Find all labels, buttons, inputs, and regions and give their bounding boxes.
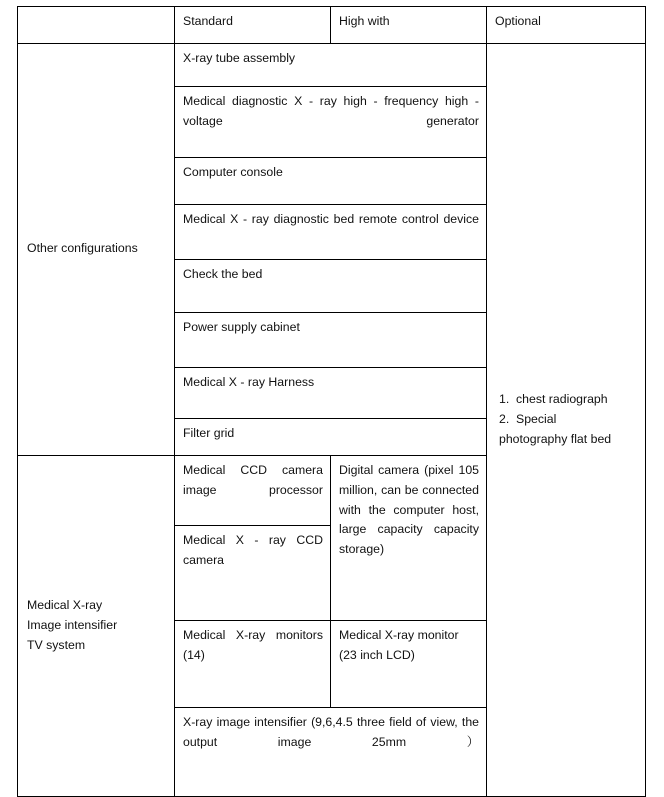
cell-text: X-ray tube assembly bbox=[183, 51, 296, 65]
optional-tail-text: photography flat bed bbox=[499, 432, 612, 447]
cell-standard-check-the-bed bbox=[175, 259, 487, 312]
cell-text: Computer console bbox=[183, 164, 283, 179]
header-cell-high-with: High with bbox=[331, 7, 487, 44]
list-item-number: 1. bbox=[499, 392, 510, 407]
category-line: Medical X-ray bbox=[27, 598, 103, 613]
list-item bbox=[499, 390, 639, 410]
cell-text: Check the bed bbox=[183, 266, 263, 281]
header-cell-standard: Standard bbox=[175, 7, 331, 44]
cell-standard-xray-ccd-camera bbox=[175, 526, 331, 621]
cell-standard-filter-grid bbox=[175, 418, 487, 455]
cell-standard-ccd-image-processor bbox=[175, 455, 331, 526]
table-header-row bbox=[18, 7, 646, 44]
category-line: TV system bbox=[27, 638, 86, 653]
cell-text: Medical X - ray Harness bbox=[183, 374, 315, 389]
optional-list bbox=[499, 390, 639, 430]
cell-high-xray-monitor bbox=[331, 621, 487, 708]
cell-text: Digital camera (pixel 105 million, can be connected with the computer host, large capacity capacity storage) bbox=[339, 462, 479, 557]
cell-text: Medical CCD camera image processor bbox=[183, 462, 323, 497]
cell-standard-hf-generator bbox=[175, 87, 487, 158]
header-cell-category bbox=[18, 7, 175, 44]
optional-cell bbox=[487, 44, 646, 797]
cell-text: Medical X - ray diagnostic bed remote control device bbox=[183, 211, 479, 226]
list-item bbox=[499, 410, 639, 430]
cell-standard-xray-tube-assembly bbox=[175, 44, 487, 87]
specification-table bbox=[17, 6, 646, 797]
cell-text: Medical X-ray monitor (23 inch LCD) bbox=[339, 628, 459, 663]
category-cell-image-intensifier-tv-system bbox=[18, 455, 175, 797]
category-cell-other-configurations: Other configurations bbox=[18, 44, 175, 456]
cell-text: X-ray image intensifier (9,6,4.5 three field of view, the output image 25mm ） bbox=[183, 715, 479, 750]
category-line: Image intensifier bbox=[27, 618, 118, 633]
cell-text: Medical X-ray monitors (14) bbox=[183, 628, 323, 663]
cell-high-digital-camera bbox=[331, 455, 487, 621]
cell-standard-bed-remote-control bbox=[175, 204, 487, 259]
list-item-label: Special bbox=[516, 412, 557, 427]
cell-standard-xray-harness bbox=[175, 367, 487, 418]
table-row bbox=[18, 44, 646, 87]
list-item-label: chest radiograph bbox=[516, 392, 608, 407]
cell-standard-power-supply-cabinet bbox=[175, 312, 487, 367]
cell-merged-xray-image-intensifier bbox=[175, 708, 487, 797]
cell-text: Medical X - ray CCD camera bbox=[183, 533, 323, 568]
cell-standard-computer-console bbox=[175, 157, 487, 204]
list-item-number: 2. bbox=[499, 412, 510, 427]
header-cell-optional: Optional bbox=[487, 7, 646, 44]
cell-standard-xray-monitors bbox=[175, 621, 331, 708]
cell-text: Medical diagnostic X - ray high - frequency high - voltage generator bbox=[183, 94, 479, 128]
cell-text: Filter grid bbox=[183, 425, 235, 440]
cell-text: Power supply cabinet bbox=[183, 319, 300, 334]
